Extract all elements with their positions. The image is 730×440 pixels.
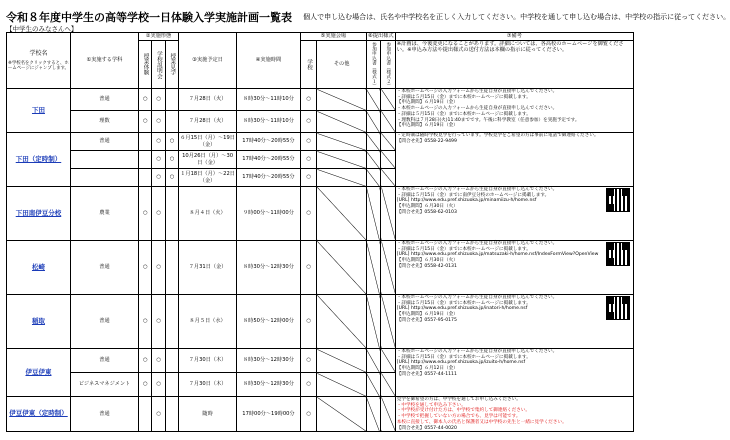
school-link[interactable]: 伊豆伊東（定時制）	[9, 409, 68, 418]
format-class-cell: ○	[139, 187, 152, 241]
entry-form1-cell	[366, 295, 380, 349]
format-observe-cell	[165, 373, 178, 397]
format-briefing-cell: ○	[152, 373, 165, 397]
time-cell: 17時40分～20時55分	[236, 133, 300, 151]
entry-form1-cell	[366, 187, 380, 241]
dept-cell: 普通	[70, 349, 138, 373]
remarks-line: ・詳細は５月15日（金）までに本校ホームページに掲載します。	[396, 300, 531, 306]
remarks-line: 見学を御希望の方は、中学校を通してお申し込みください。	[396, 397, 521, 402]
venue-school-cell: ○	[300, 89, 317, 111]
remarks-line: ・詳細は５月15日（金）までに南伊豆分校のホームページに掲載します。	[396, 192, 550, 198]
dept-cell	[70, 169, 138, 187]
table-row	[7, 89, 634, 111]
entry-form1-cell	[366, 89, 380, 111]
school-link[interactable]: 下田（定時制）	[15, 154, 62, 163]
format-briefing-cell: ○	[152, 187, 165, 241]
time-cell: ８時30分～12時30分	[236, 241, 300, 295]
header-venue-other: その他	[317, 41, 367, 89]
format-briefing-cell: ○	[152, 349, 165, 373]
remarks-line: [URL] http://www.edu.pref.shizuoka.jp/inatori-h/home.nsf	[396, 306, 528, 312]
remarks-line: ・本校ホームページの入力フォームから生徒自身が直接申し込んでください。	[396, 241, 558, 246]
format-observe-cell: ○	[165, 169, 178, 187]
entry-form1-cell	[366, 111, 380, 133]
header-venue-school-label: 学校	[306, 58, 312, 71]
table-row	[7, 349, 634, 373]
venue-school-cell: ○	[300, 187, 317, 241]
format-class-cell: ○	[139, 373, 152, 397]
header-time: ④実施時間	[236, 33, 300, 89]
venue-other-cell	[317, 169, 367, 187]
remarks-line: ・本校ホームページの入力フォームから生徒自身が直接申し込んでください。	[396, 89, 558, 94]
header-entry-form1	[366, 41, 380, 89]
header-remarks-note: ※計画は、今後変更になることがあります。詳細については、各高校のホームページを御覧ください。※申込み方法や提出様式の送付方法は本欄の指示に従ってください。	[395, 41, 633, 89]
header-entry: ⑥提出様式	[368, 33, 394, 40]
remarks-line: 【問合せ先】0557-44-1111	[396, 371, 457, 377]
entry-form2-cell	[381, 373, 395, 397]
dept-cell: 農業	[70, 187, 138, 241]
venue-other-cell	[317, 373, 367, 397]
date-cell: ７月30日（木）	[179, 349, 237, 373]
school-cell	[7, 349, 71, 397]
remarks-line: 【問合せ先】0557-95-0175	[396, 317, 457, 323]
remarks-line: ・本校ホームページの入力フォームから生徒自身が直接申し込んでください。	[396, 295, 558, 300]
header-venue-school	[300, 41, 317, 89]
remarks-line: ・詳細は５月15日（金）までに本校ホームページに掲載します。	[396, 246, 531, 252]
venue-school-cell: ○	[300, 349, 317, 373]
dept-cell: 理数	[70, 111, 138, 133]
header-format-class	[139, 41, 152, 89]
dept-cell: 普通	[70, 241, 138, 295]
entry-form2-cell	[381, 295, 395, 349]
entry-form2-cell	[381, 241, 395, 295]
entry-form1-cell	[366, 151, 380, 169]
date-cell: ７月28日（火）	[179, 111, 237, 133]
header-entry-form2-label: 参加申込書（様式２）	[385, 41, 391, 88]
remarks-line: ・中学校を通して申込み下さい。	[396, 402, 466, 408]
remarks-line: ・本校ホームページの入力フォームから生徒自身が直接申し込んでください。	[396, 349, 558, 354]
remarks-line: 【申込期間】６月19日（金）	[396, 312, 458, 318]
remarks-line: 【問合せ先】0558-22-9499	[396, 138, 457, 144]
remarks-line: 【申込期間】６月30日（火）	[396, 258, 458, 264]
format-briefing-cell: ○	[152, 397, 165, 432]
remarks-line: [URL] http://www.edu.pref.shizuoka.jp/matsuzaki-h/home.nsf/IndexFormView?OpenView	[396, 252, 599, 258]
schedule-body	[7, 89, 634, 432]
remarks-cell	[395, 187, 633, 241]
entry-form2-cell	[381, 187, 395, 241]
header-date: ③実施予定日	[179, 33, 237, 89]
remarks-line: ・本校ホームページの入力フォームから生徒自身が直接申し込んでください。	[396, 106, 558, 112]
venue-other-cell	[317, 187, 367, 241]
table-row	[7, 133, 634, 151]
remarks-line: ・詳細は５月15日（金）までに本校ホームページに掲載します。	[396, 94, 531, 100]
date-cell: ８月５日（水）	[179, 295, 237, 349]
time-cell: ８時30分～11時10分	[236, 89, 300, 111]
entry-form1-cell	[366, 241, 380, 295]
dept-cell: 普通	[70, 295, 138, 349]
table-row	[7, 397, 634, 432]
header-dept: ①実施する学科	[70, 33, 138, 89]
remarks-cell	[395, 295, 633, 349]
school-link[interactable]: 下田	[31, 105, 45, 114]
time-cell: 17時40分～20時55分	[236, 169, 300, 187]
date-cell: １月18日（月）～22日（金）	[179, 169, 237, 187]
school-cell	[7, 89, 71, 133]
remarks-line: ・中学校が受け付けた方は、中学校で集約して御連絡ください。	[396, 408, 531, 414]
entry-form2-cell	[381, 133, 395, 151]
format-class-cell: ○	[139, 295, 152, 349]
remarks-line: 【申込期間】６月19日（金）	[396, 123, 458, 129]
page-subtitle: 個人で申し込む場合は、氏名や中学校名を正しく入力してください。中学校を通して申し込む場合は、中学校の指示に従ってください。	[303, 13, 730, 21]
venue-school-cell: ○	[300, 241, 317, 295]
venue-other-cell	[317, 133, 367, 151]
remarks-line: 【申込期間】６月12日（金）	[396, 366, 458, 372]
remarks-line: ・理数科は７月28日(火)11:40までです。午後に科学教室（任意参加）を実施予定です。	[396, 117, 580, 123]
entry-form1-cell	[366, 397, 380, 432]
time-cell: ９時00分～11時00分	[236, 187, 300, 241]
format-class-cell: ○	[139, 89, 152, 111]
dept-cell: 普通	[70, 397, 138, 432]
table-row	[7, 187, 634, 241]
venue-other-cell	[317, 295, 367, 349]
entry-form2-cell	[381, 349, 395, 373]
header-format-observe	[165, 41, 178, 89]
venue-school-cell: ○	[300, 111, 317, 133]
header-school-note: ※学校名をクリックすると、ホームページにジャンプします。	[8, 60, 69, 72]
school-cell	[7, 187, 71, 241]
school-link[interactable]: 伊豆伊東	[25, 367, 52, 376]
remarks-line: 【申込期間】６月30日（火）	[396, 204, 458, 210]
header-venue: ⑤実施会場	[300, 33, 366, 41]
date-cell: 随時	[179, 397, 237, 432]
format-briefing-cell: ○	[152, 111, 165, 133]
format-observe-cell	[165, 349, 178, 373]
format-observe-cell: ○	[165, 151, 178, 169]
qr-code	[607, 189, 629, 211]
venue-school-cell: ○	[300, 373, 317, 397]
remarks-line: ・定時制は随時学校見学を行っています。学校見学をご希望の方は事前に電話で御連絡ください。	[396, 133, 599, 138]
entry-form1-cell	[366, 169, 380, 187]
remarks-line: ・詳細は５月15日（金）までに本校ホームページに掲載します。	[396, 111, 531, 117]
header-school	[7, 33, 71, 89]
format-briefing-cell: ○	[152, 169, 165, 187]
header-school-label: 学校名	[29, 49, 48, 57]
format-class-cell: ○	[139, 241, 152, 295]
schedule-table	[6, 32, 634, 432]
date-cell: ７月28日（火）	[179, 89, 237, 111]
format-briefing-cell: ○	[152, 133, 165, 151]
remarks-cell	[395, 349, 633, 397]
venue-school-cell: ○	[300, 295, 317, 349]
table-row	[7, 241, 634, 295]
header-format-class-label: 授業体験	[142, 53, 149, 76]
remarks-line: ・本校ホームページの入力フォームから生徒自身が直接申し込んでください。	[396, 187, 558, 192]
format-observe-cell	[165, 187, 178, 241]
venue-other-cell	[317, 397, 367, 432]
remarks-line: 【問合せ先】0557-44-0020	[396, 425, 457, 431]
time-cell: ８時30分～11時10分	[236, 111, 300, 133]
format-observe-cell: ○	[165, 133, 178, 151]
format-class-cell	[139, 397, 152, 432]
school-cell	[7, 397, 71, 432]
format-briefing-cell: ○	[152, 295, 165, 349]
header-remarks: ⑦備考	[395, 33, 633, 41]
remarks-cell	[395, 133, 633, 187]
format-class-cell: ○	[139, 349, 152, 373]
remarks-line: [URL] http://www.edu.pref.shizuoka.jp/izuito-h/home.nsf	[396, 360, 526, 366]
entry-form2-cell	[381, 169, 395, 187]
dept-cell: 普通	[70, 133, 138, 151]
school-cell	[7, 133, 71, 187]
entry-form2-cell	[381, 89, 395, 111]
school-cell	[7, 295, 71, 349]
format-observe-cell	[165, 397, 178, 432]
format-class-cell	[139, 151, 152, 169]
time-cell: 17時00分～19時00分	[236, 397, 300, 432]
remarks-line: 【問合せ先】0558-42-0131	[396, 263, 457, 269]
format-class-cell: ○	[139, 111, 152, 133]
venue-other-cell	[317, 111, 367, 133]
remarks-line: 本校に直接して、御本人の氏名と保護者又は中学校の先生と一緒に見学ください。	[396, 419, 567, 425]
entry-form1-cell	[366, 133, 380, 151]
time-cell: ８時30分～12時30分	[236, 373, 300, 397]
venue-school-cell: ○	[300, 151, 317, 169]
dept-cell: 普通	[70, 89, 138, 111]
school-link[interactable]: 稲取	[31, 316, 45, 325]
venue-school-cell: ○	[300, 397, 317, 432]
header-format-briefing	[152, 41, 165, 89]
audience-label: 【中学生のみなさんへ】	[6, 25, 78, 33]
dept-cell: ビジネスマネジメント	[70, 373, 138, 397]
entry-form1-cell	[366, 349, 380, 373]
remarks-line: 【申込期間】６月19日（金）	[396, 100, 458, 106]
time-cell: ８時30分～12時30分	[236, 349, 300, 373]
format-observe-cell	[165, 295, 178, 349]
venue-school-cell: ○	[300, 169, 317, 187]
entry-form2-cell	[381, 151, 395, 169]
school-cell	[7, 241, 71, 295]
remarks-cell	[395, 397, 633, 432]
remarks-line: [URL] http://www.edu.pref.shizuoka.jp/minamiizu-h/home.nsf	[396, 198, 537, 204]
qr-code	[607, 297, 629, 319]
venue-other-cell	[317, 349, 367, 373]
header-format: ②実施形態	[139, 33, 179, 41]
entry-form2-cell	[381, 397, 395, 432]
remarks-line: ・中学校で把握していない方の場合でも、見学は可能です。	[396, 414, 521, 420]
format-briefing-cell: ○	[152, 89, 165, 111]
venue-other-cell	[317, 151, 367, 169]
entry-form2-cell	[381, 111, 395, 133]
venue-other-cell	[317, 241, 367, 295]
date-cell: ８月４日（火）	[179, 187, 237, 241]
time-cell: ８時50分～12時00分	[236, 295, 300, 349]
remarks-line: 【問合せ先】0558-62-0103	[396, 209, 457, 215]
qr-code	[607, 243, 629, 265]
remarks-cell	[395, 89, 633, 133]
entry-form1-cell	[366, 373, 380, 397]
table-row	[7, 295, 634, 349]
format-briefing-cell: ○	[152, 241, 165, 295]
format-briefing-cell: ○	[152, 151, 165, 169]
dept-cell	[70, 151, 138, 169]
date-cell: ７月30日（木）	[179, 373, 237, 397]
venue-school-cell: ○	[300, 133, 317, 151]
venue-other-cell	[317, 89, 367, 111]
title-row	[6, 6, 730, 24]
date-cell: 10月26日（月）～30日（金）	[179, 151, 237, 169]
header-entry-form1-label: 参加申込書（様式１）	[371, 41, 377, 88]
format-observe-cell	[165, 241, 178, 295]
school-link[interactable]: 松崎	[31, 262, 45, 271]
format-class-cell	[139, 133, 152, 151]
format-observe-cell	[165, 89, 178, 111]
school-link[interactable]: 下田南伊豆分校	[15, 208, 62, 217]
date-cell: ７月31日（金）	[179, 241, 237, 295]
header-format-briefing-label: 学校説明会	[155, 50, 162, 79]
remarks-line: ・詳細は５月15日（金）までに本校ホームページに掲載します。	[396, 354, 531, 360]
page-title: 令和８年度中学生の高等学校一日体験入学実施計画一覧表	[6, 11, 292, 24]
time-cell: 17時40分～20時55分	[236, 151, 300, 169]
format-observe-cell	[165, 111, 178, 133]
header-format-observe-label: 授業見学	[169, 53, 176, 76]
date-cell: ６月15日（月）～19日（金）	[179, 133, 237, 151]
remarks-cell	[395, 241, 633, 295]
header-entry-form2	[381, 41, 395, 89]
format-class-cell	[139, 169, 152, 187]
